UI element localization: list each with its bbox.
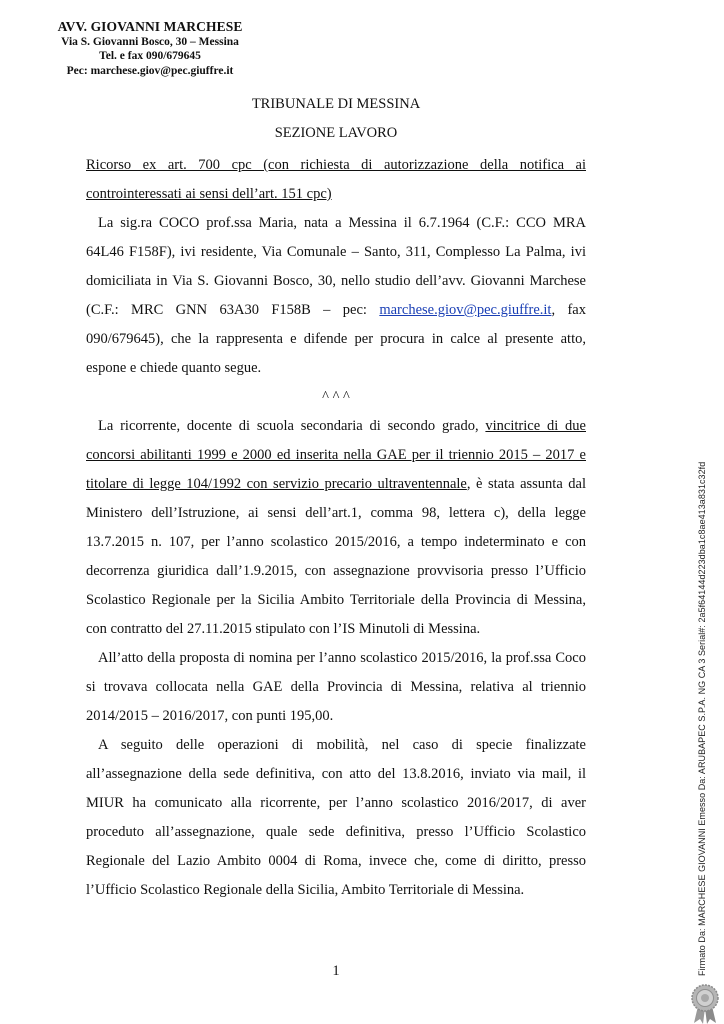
paragraph-1-underlined: vincitrice di due concorsi abilitanti 1999 e 2000 ed inserita nella GAE per il triennio 2015 – 2017 e titolare di legge 104/1992 con servizio precario ultraventennale bbox=[86, 418, 586, 492]
lawyer-name: AVV. GIOVANNI MARCHESE bbox=[57, 19, 243, 34]
certification-seal-icon bbox=[688, 984, 722, 1024]
section-separator: ^ ^ ^ bbox=[322, 389, 350, 405]
paragraph-1-before: La ricorrente, docente di scuola secondaria di secondo grado, bbox=[98, 418, 486, 434]
page-number: 1 bbox=[332, 963, 340, 979]
intro-paragraph bbox=[86, 209, 586, 383]
intro-text-after: , fax 090/679645), che la rappresenta e difende per procura in calce al presente atto, espone e chiede quanto segue. bbox=[86, 302, 586, 376]
paragraph-3: A seguito delle operazioni di mobilità, nel caso di specie finalizzate all’assegnazione della sede definitiva, con atto del 13.8.2016, inviato via mail, il MIUR ha comunicato alla ricorrente, per l’anno scolastico 2016/2017, di aver proceduto all’assegnazione, quale sede definitiva, presso l’Ufficio Scolastico Regionale del Lazio Ambito 0004 di Roma, invece che, come di diritto, presso l’Ufficio Scolastico Regionale della Sicilia, Ambito Territoriale di Messina. bbox=[86, 737, 586, 898]
lawyer-pec: Pec: marchese.giov@pec.giuffre.it bbox=[66, 64, 234, 77]
document-subject: Ricorso ex art. 700 cpc (con richiesta di autorizzazione della notifica ai controinteressati ai sensi dell’art. 151 cpc) bbox=[86, 157, 586, 202]
court-section: SEZIONE LAVORO bbox=[274, 125, 398, 141]
paragraph-1 bbox=[86, 412, 586, 644]
court-title: TRIBUNALE DI MESSINA bbox=[251, 96, 421, 112]
letterhead bbox=[50, 20, 250, 78]
lawyer-address: Via S. Giovanni Bosco, 30 – Messina bbox=[61, 35, 239, 48]
digital-signature-text: Firmato Da: MARCHESE GIOVANNI Emesso Da: ARUBAPEC S.P.A. NG CA 3 Serial#: 2a5f64144d223dba1c8ae413a831c32fd bbox=[697, 461, 707, 976]
paragraph-1-after: , è stata assunta dal Ministero dell’Istruzione, ai sensi dell’art.1, comma 98, lettera c), della legge 13.7.2015 n. 107, per l’anno scolastico 2015/2016, a tempo indeterminato e con decorrenza giuridica dall’1.9.2015, con assegnazione provvisoria presso l’Ufficio Scolastico Regionale per la Sicilia Ambito Territoriale della Provincia di Messina, con contratto del 27.11.2015 stipulato con l’IS Minutoli di Messina. bbox=[86, 476, 586, 637]
lawyer-phone: Tel. e fax 090/679645 bbox=[99, 50, 201, 62]
document-body bbox=[86, 151, 586, 905]
intro-text-before: La sig.ra COCO prof.ssa Maria, nata a Messina il 6.7.1964 (C.F.: CCO MRA 64L46 F158F), ivi residente, Via Comunale – Santo, 311, Complesso La Palma, ivi domiciliata in Via S. Giovanni Bosco, 30, nello studio dell’avv. Giovanni Marchese (C.F.: MRC GNN 63A30 F158B – pec: bbox=[86, 215, 586, 318]
paragraph-2: All’atto della proposta di nomina per l’anno scolastico 2015/2016, la prof.ssa Coco si trovava collocata nella GAE della Provincia di Messina, relativa al triennio 2014/2015 – 2016/2017, con punti 195,00. bbox=[86, 650, 586, 724]
pec-email-link[interactable]: marchese.giov@pec.giuffre.it bbox=[379, 302, 552, 318]
